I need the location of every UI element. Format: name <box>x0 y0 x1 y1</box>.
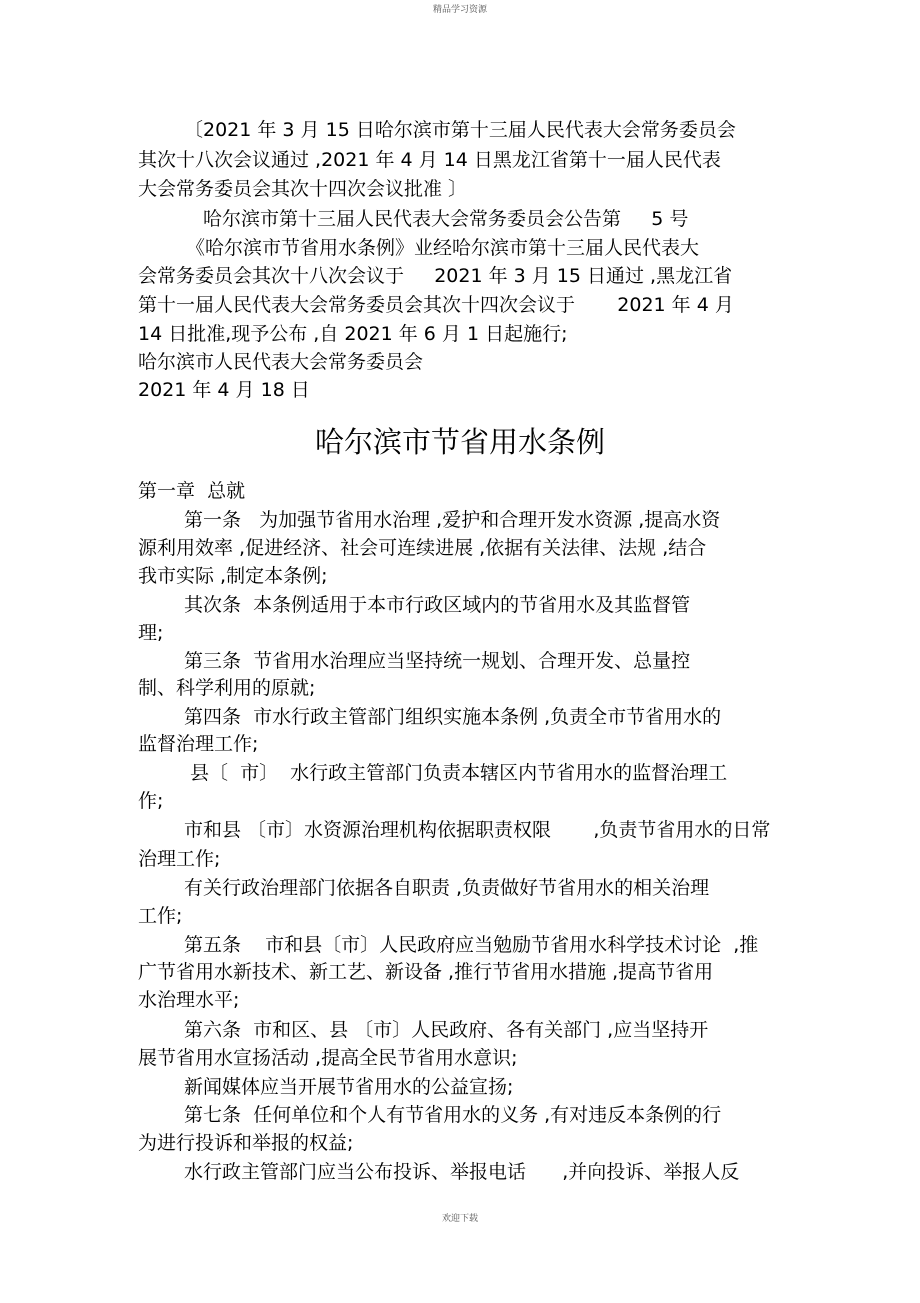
article-line: 县〔 市〕 水行政主管部门负责本辖区内节省用水的监督治理工 <box>190 762 728 784</box>
article-line: 制、科学利用的原就; <box>138 677 316 699</box>
announcement-line: 《哈尔滨市节省用水条例》业经哈尔滨市第十三届人民代表大 <box>186 237 700 259</box>
article-line: 工作; <box>138 905 183 927</box>
article-line: 市和县 〔市〕水资源治理机构依据职责权限 ,负责节省用水的日常 <box>184 819 771 841</box>
page-header: 精品学习资源 <box>432 5 487 15</box>
announcement-line: 14 日批准,现予公布 ,自 2021 年 6 月 1 日起施行; <box>138 323 568 345</box>
announcement-line: 第十一届人民代表大会常务委员会其次十四次会议于 2021 年 4 月 <box>138 294 734 316</box>
article-line: 我市实际 ,制定本条例; <box>138 565 328 587</box>
article-line: 水行政主管部门应当公布投诉、举报电话 ,并向投诉、举报人反 <box>184 1161 740 1183</box>
article-line: 第七条 任何单位和个人有节省用水的义务 ,有对违反本条例的行 <box>184 1104 722 1126</box>
article-line: 监督治理工作; <box>138 733 259 755</box>
article-line: 其次条 本条例适用于本市行政区域内的节省用水及其监督管 <box>184 594 691 616</box>
article-line: 第六条 市和区、县 〔市〕人民政府、各有关部门 ,应当坚持开 <box>184 1019 709 1041</box>
article-line: 第四条 市水行政主管部门组织实施本条例 ,负责全市节省用水的 <box>184 706 722 728</box>
article-line: 为进行投诉和举报的权益; <box>138 1132 354 1154</box>
article-line: 理; <box>138 622 164 644</box>
chapter-heading: 第一章 总就 <box>138 480 246 502</box>
announcement-line: 哈尔滨市第十三届人民代表大会常务委员会公告第 5 号 <box>203 208 689 230</box>
article-line: 展节省用水宣扬活动 ,提高全民节省用水意识; <box>138 1047 518 1069</box>
article-line: 有关行政治理部门依据各自职责 ,负责做好节省用水的相关治理 <box>184 877 710 899</box>
preamble-line: 大会常务委员会其次十四次会议批准 〕 <box>138 178 468 200</box>
page-footer: 欢迎下载 <box>441 1214 478 1224</box>
announcement-line: 会常务委员会其次十八次会议于 2021 年 3 月 15 日通过 ,黑龙江省 <box>138 265 733 287</box>
article-line: 源利用效率 ,促进经济、社会可连续进展 ,依据有关法律、法规 ,结合 <box>138 537 707 559</box>
preamble-line: 其次十八次会议通过 ,2021 年 4 月 14 日黑龙江省第十一届人民代表 <box>138 149 721 171</box>
article-line: 第五条 市和县〔市〕人民政府应当勉励节省用水科学技术讨论 ,推 <box>184 934 759 956</box>
article-line: 水治理水平; <box>138 989 240 1011</box>
issuer-line: 哈尔滨市人民代表大会常务委员会 <box>138 351 424 373</box>
preamble-line: 〔2021 年 3 月 15 日哈尔滨市第十三届人民代表大会常务委员会 <box>184 119 736 141</box>
article-line: 第一条 为加强节省用水治理 ,爱护和合理开发水资源 ,提高水资 <box>184 509 721 531</box>
article-line: 作; <box>138 790 164 812</box>
issue-date-line: 2021 年 4 月 18 日 <box>138 379 310 401</box>
article-line: 广节省用水新技术、新工艺、新设备 ,推行节省用水措施 ,提高节省用 <box>138 961 714 983</box>
article-line: 新闻媒体应当开展节省用水的公益宣扬; <box>184 1076 514 1098</box>
article-line: 第三条 节省用水治理应当坚持统一规划、合理开发、总量控 <box>184 650 691 672</box>
article-line: 治理工作; <box>138 848 221 870</box>
document-title: 哈尔滨市节省用水条例 <box>314 425 605 459</box>
